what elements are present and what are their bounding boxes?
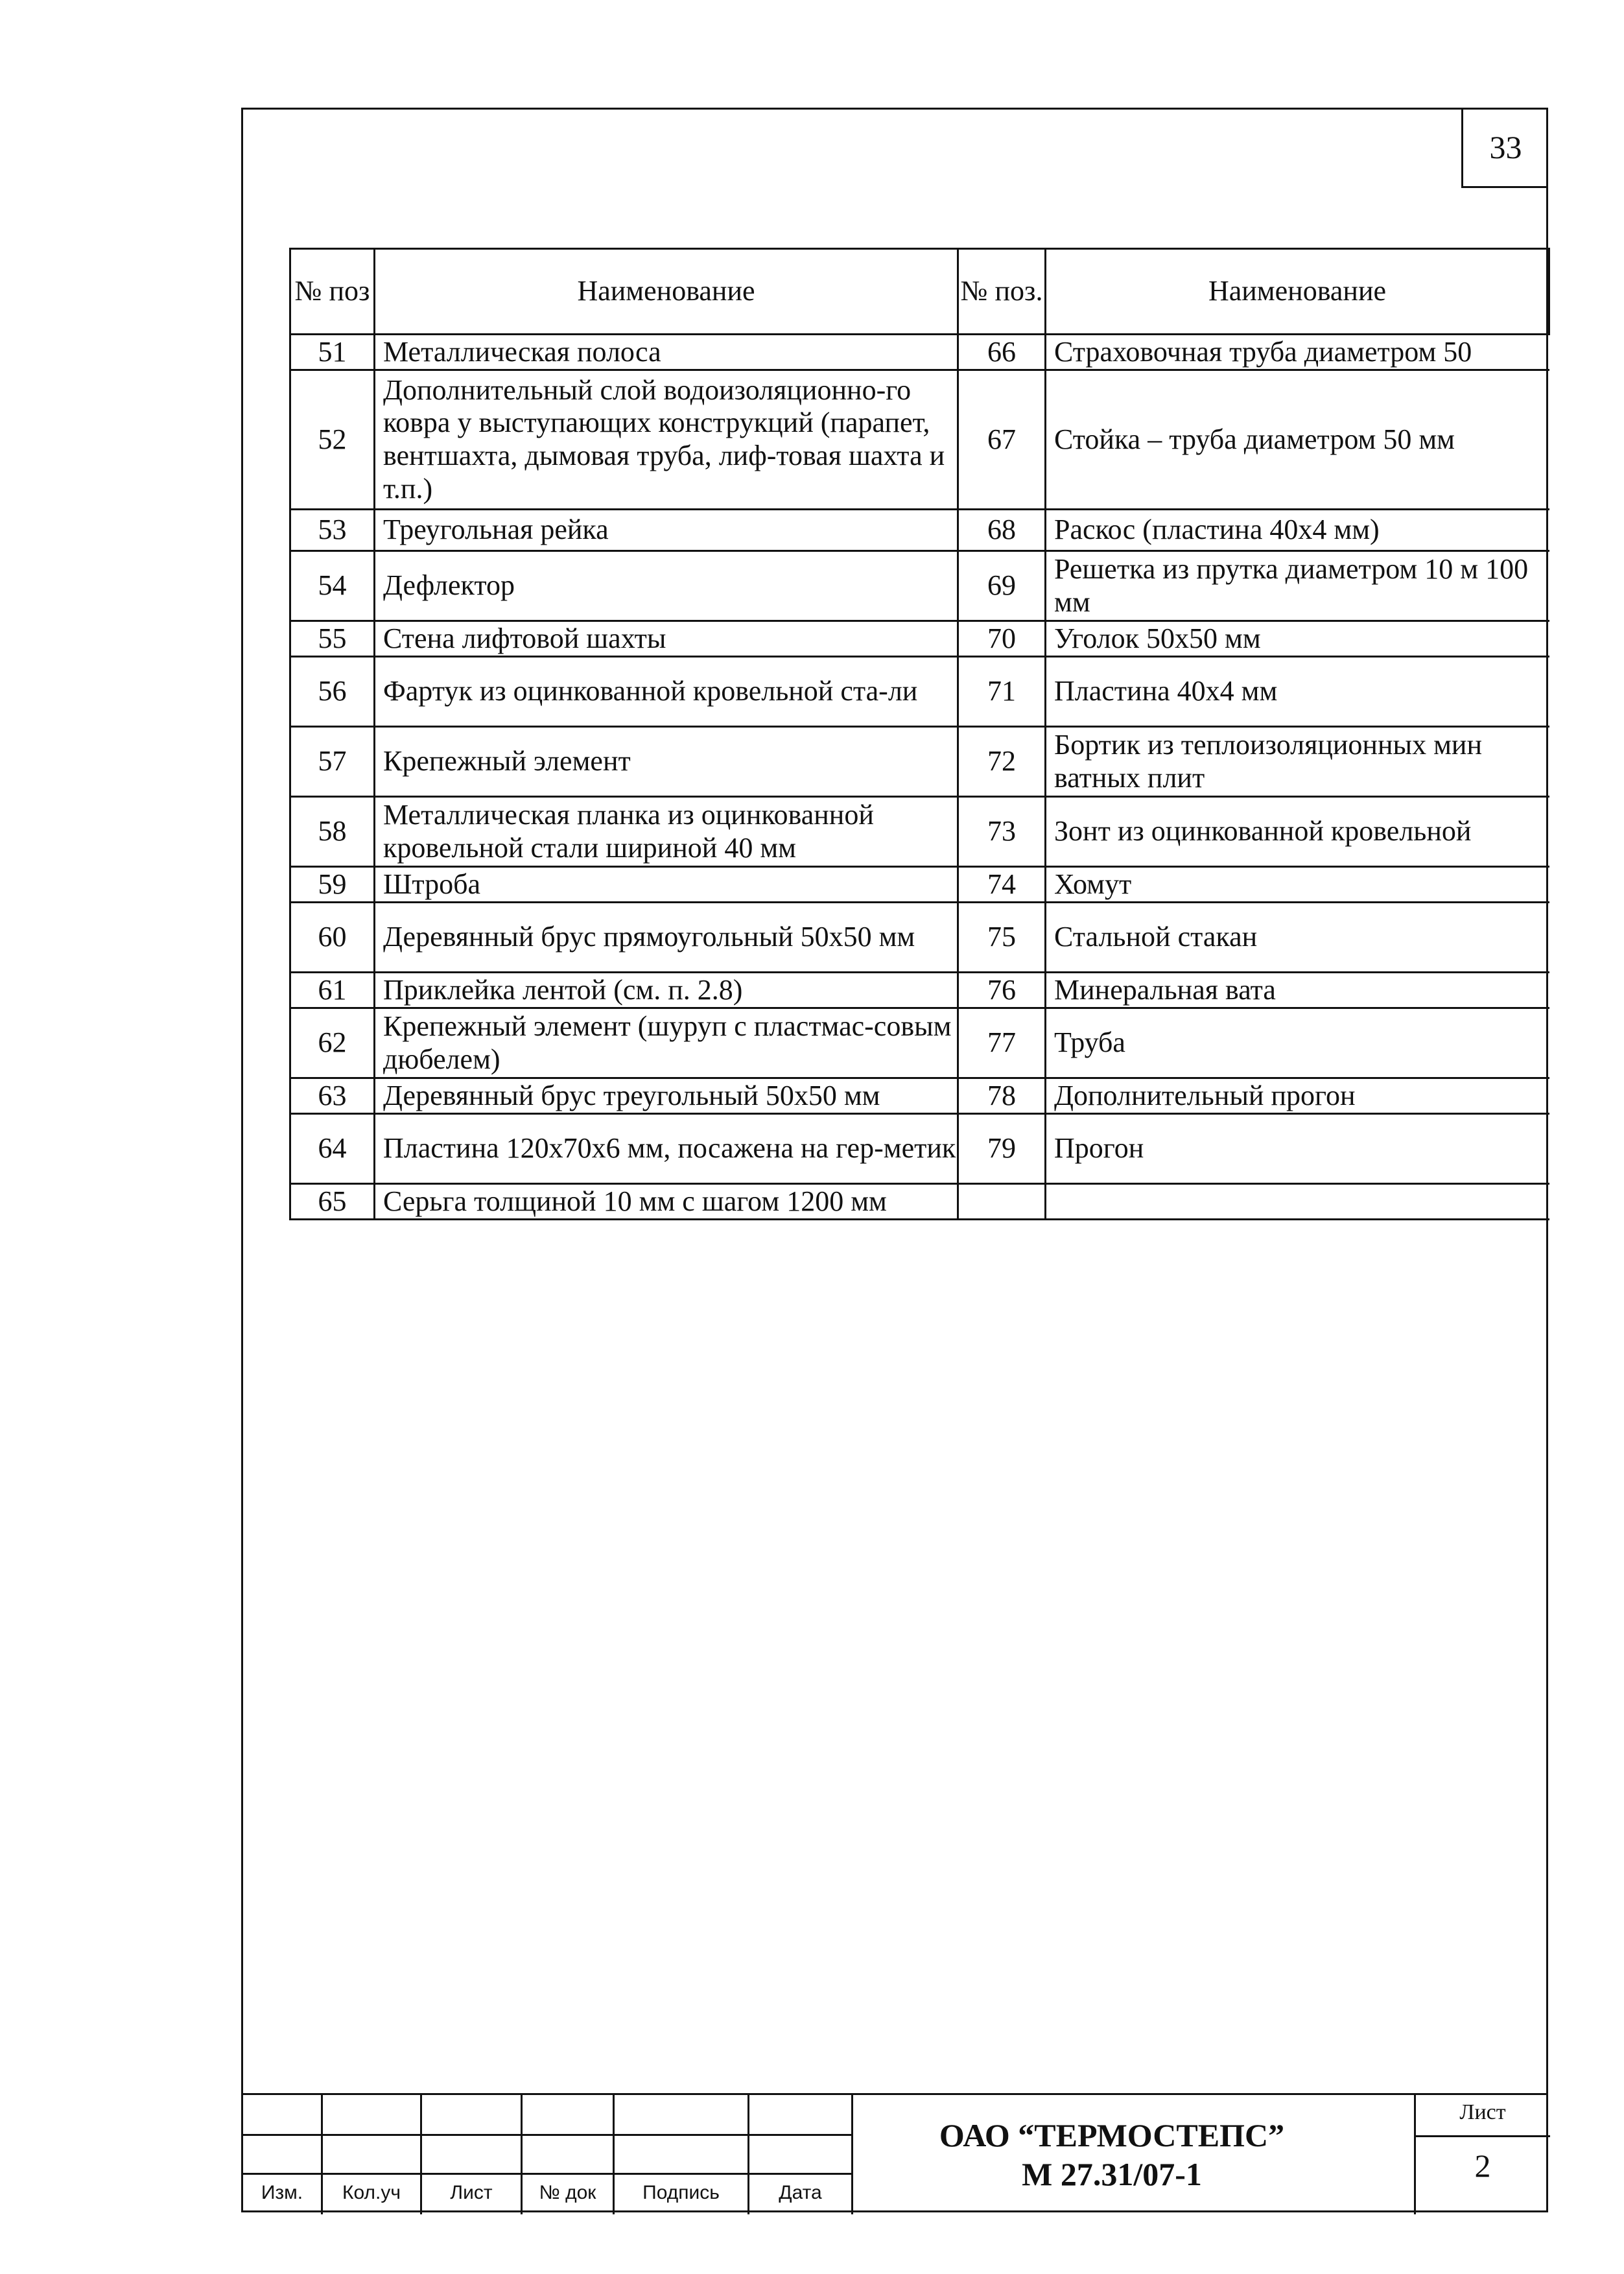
stamp-col-list: Лист <box>450 2182 493 2203</box>
stamp-col-date: Дата <box>779 2182 822 2203</box>
title-block <box>241 2093 1548 2212</box>
item-name: Минеральная вата <box>1046 973 1549 1008</box>
table-row <box>290 621 1549 657</box>
stamp-divider <box>1414 2135 1550 2137</box>
stamp-divider <box>243 2173 853 2175</box>
pos-number: 67 <box>958 370 1046 510</box>
pos-number: 70 <box>958 621 1046 657</box>
pos-number: 66 <box>958 335 1046 370</box>
pos-number: 77 <box>958 1008 1046 1078</box>
table-header-row <box>290 249 1549 335</box>
item-name: Стальной стакан <box>1046 903 1549 973</box>
organization-block <box>853 2116 1371 2194</box>
table-row <box>290 973 1549 1008</box>
pos-number: 65 <box>290 1184 375 1220</box>
pos-number: 73 <box>958 797 1046 867</box>
table-row <box>290 657 1549 727</box>
table-row <box>290 1184 1549 1220</box>
pos-number: 75 <box>958 903 1046 973</box>
item-name: Серьга толщиной 10 мм с шагом 1200 мм <box>375 1184 958 1220</box>
item-name: Металлическая полоса <box>375 335 958 370</box>
item-name: Дополнительный прогон <box>1046 1078 1549 1114</box>
table-row <box>290 370 1549 510</box>
item-name: Крепежный элемент (шуруп с пластмас-совым дюбелем) <box>375 1008 958 1078</box>
table-row <box>290 1008 1549 1078</box>
item-name: Стойка – труба диаметром 50 мм <box>1046 370 1549 510</box>
stamp-divider <box>243 2134 853 2136</box>
pos-number: 60 <box>290 903 375 973</box>
table-row <box>290 727 1549 797</box>
table-row <box>290 797 1549 867</box>
pos-number: 56 <box>290 657 375 727</box>
pos-number: 54 <box>290 551 375 621</box>
stamp-col-doc: № док <box>539 2182 596 2203</box>
item-name: Крепежный элемент <box>375 727 958 797</box>
item-name: Решетка из прутка диаметром 10 м 100 мм <box>1046 551 1549 621</box>
item-name: Раскос (пластина 40х4 мм) <box>1046 510 1549 551</box>
pos-number: 78 <box>958 1078 1046 1114</box>
pos-number: 58 <box>290 797 375 867</box>
pos-number: 55 <box>290 621 375 657</box>
item-name: Деревянный брус прямоугольный 50х50 мм <box>375 903 958 973</box>
item-name <box>1046 1184 1549 1220</box>
item-name: Треугольная рейка <box>375 510 958 551</box>
item-name: Фартук из оцинкованной кровельной ста-ли <box>375 657 958 727</box>
specification-table <box>289 248 1550 1220</box>
item-name: Стена лифтовой шахты <box>375 621 958 657</box>
pos-number: 72 <box>958 727 1046 797</box>
pos-number: 76 <box>958 973 1046 1008</box>
header-name-right: Наименование <box>1046 249 1549 335</box>
pos-number: 53 <box>290 510 375 551</box>
page-number: 33 <box>1461 108 1548 188</box>
item-name: Металлическая планка из оцинкованной кровельной стали шириной 40 мм <box>375 797 958 867</box>
item-name: Приклейка лентой (см. п. 2.8) <box>375 973 958 1008</box>
item-name: Деревянный брус треугольный 50х50 мм <box>375 1078 958 1114</box>
header-num-left: № поз <box>290 249 375 335</box>
item-name: Страховочная труба диаметром 50 <box>1046 335 1549 370</box>
pos-number <box>958 1184 1046 1220</box>
pos-number: 57 <box>290 727 375 797</box>
pos-number: 62 <box>290 1008 375 1078</box>
pos-number: 59 <box>290 867 375 903</box>
pos-number: 74 <box>958 867 1046 903</box>
pos-number: 71 <box>958 657 1046 727</box>
pos-number: 63 <box>290 1078 375 1114</box>
item-name: Хомут <box>1046 867 1549 903</box>
item-name: Уголок 50х50 мм <box>1046 621 1549 657</box>
header-num-right: № поз. <box>958 249 1046 335</box>
item-name: Зонт из оцинкованной кровельной <box>1046 797 1549 867</box>
pos-number: 64 <box>290 1114 375 1184</box>
item-name: Дополнительный слой водоизоляционно-го ковра у выступающих конструкций (парапет, вентшахта, дымовая труба, лиф-товая шахта и т.п.) <box>375 370 958 510</box>
pos-number: 79 <box>958 1114 1046 1184</box>
pos-number: 68 <box>958 510 1046 551</box>
pos-number: 69 <box>958 551 1046 621</box>
item-name: Труба <box>1046 1008 1549 1078</box>
pos-number: 51 <box>290 335 375 370</box>
item-name: Прогон <box>1046 1114 1549 1184</box>
item-name: Пластина 40х4 мм <box>1046 657 1549 727</box>
stamp-col-kol: Кол.уч <box>342 2182 401 2203</box>
organization-name: ОАО “ТЕРМОСТЕПС” <box>939 2117 1285 2153</box>
item-name: Бортик из теплоизоляционных мин ватных плит <box>1046 727 1549 797</box>
table-row <box>290 903 1549 973</box>
header-name-left: Наименование <box>375 249 958 335</box>
table-row <box>290 551 1549 621</box>
table-row <box>290 510 1549 551</box>
table-row <box>290 1078 1549 1114</box>
stamp-col-izm: Изм. <box>261 2182 303 2203</box>
table-row <box>290 335 1549 370</box>
item-name: Штроба <box>375 867 958 903</box>
item-name: Пластина 120х70х6 мм, посажена на гер-метик <box>375 1114 958 1184</box>
table-row <box>290 1114 1549 1184</box>
document-code: М 27.31/07-1 <box>1022 2156 1202 2192</box>
sheet-number: 2 <box>1474 2148 1491 2184</box>
stamp-col-sign: Подпись <box>642 2182 720 2203</box>
sheet-label: Лист <box>1459 2100 1506 2124</box>
pos-number: 52 <box>290 370 375 510</box>
item-name: Дефлектор <box>375 551 958 621</box>
pos-number: 61 <box>290 973 375 1008</box>
table-row <box>290 867 1549 903</box>
